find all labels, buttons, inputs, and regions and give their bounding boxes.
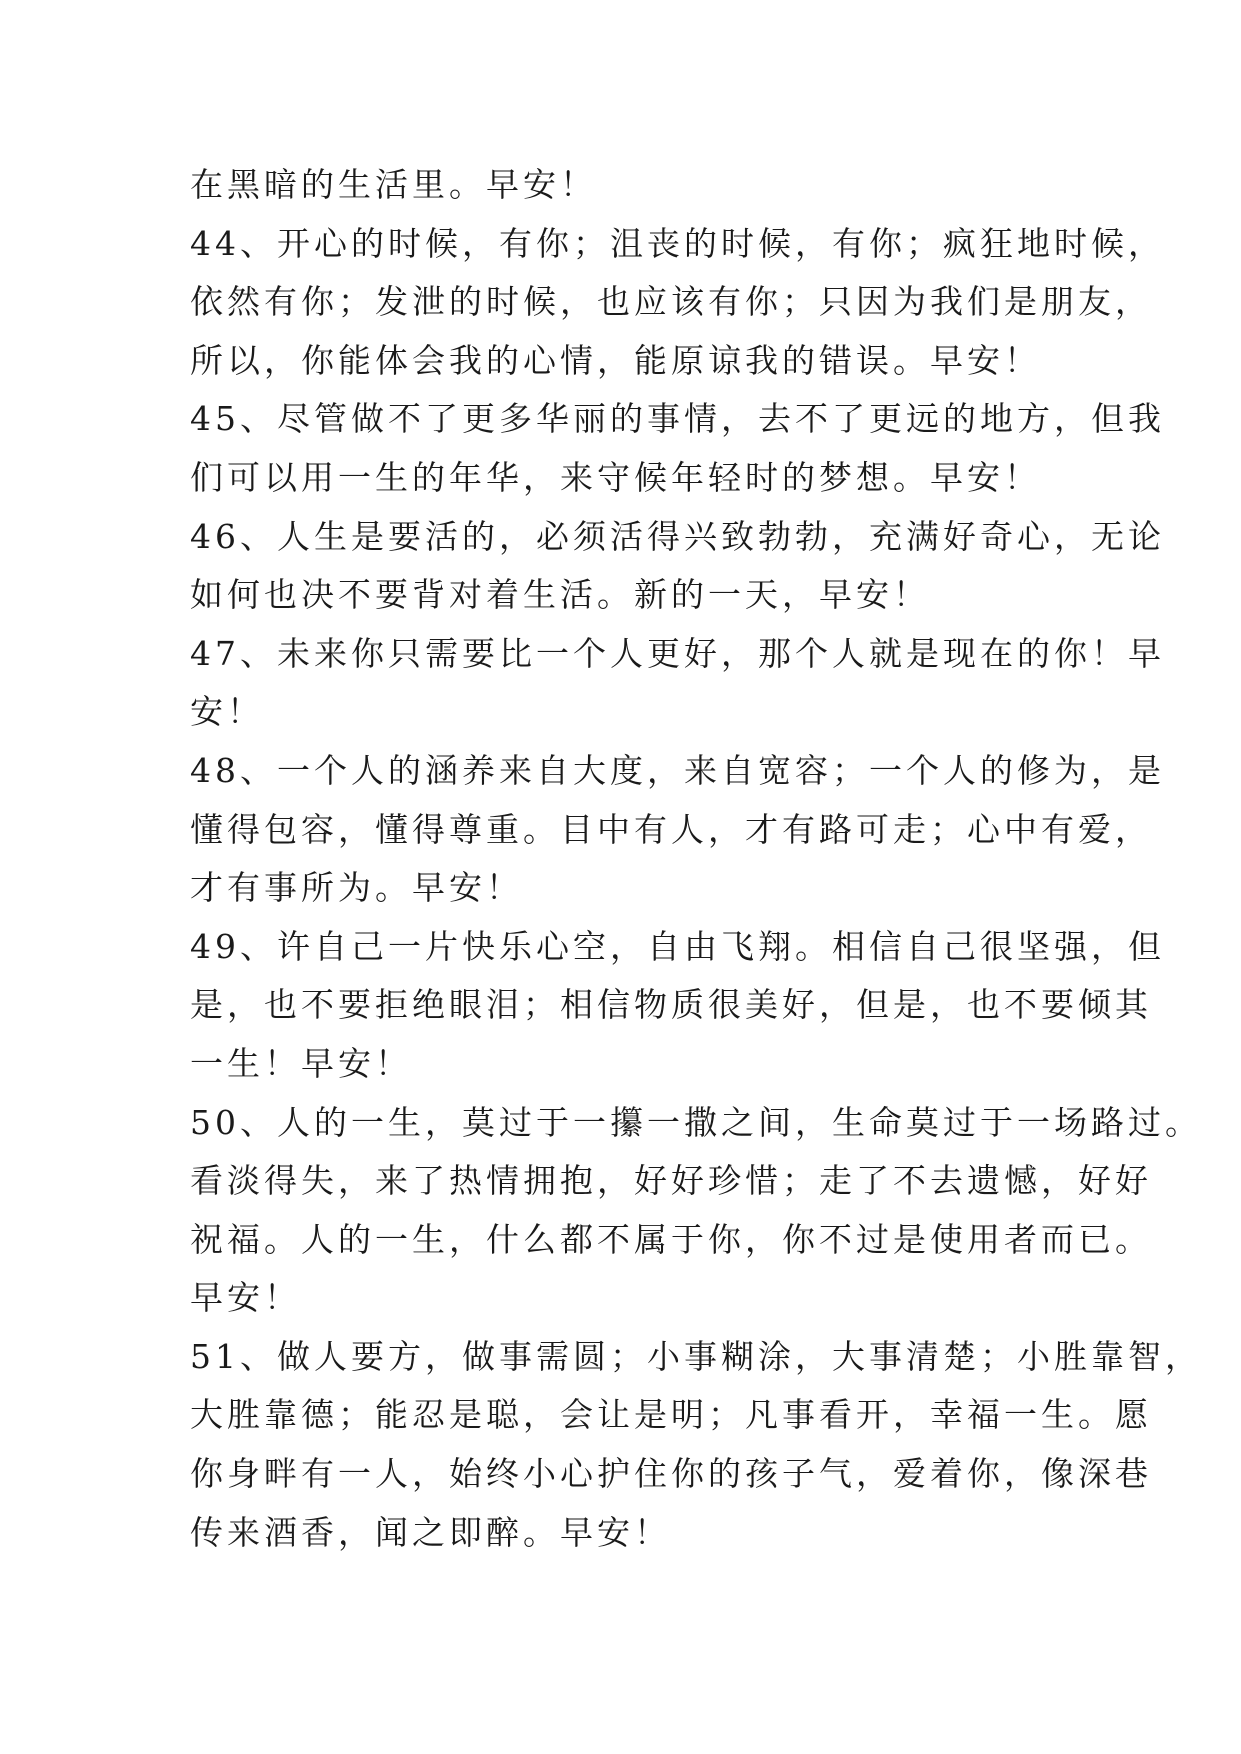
text-line: 如何也决不要背对着生活。新的一天，早安！	[190, 575, 930, 615]
text-line: 一生！早安！	[190, 1043, 412, 1083]
text-line: 你身畔有一人，始终小心护住你的孩子气，爱着你，像深巷	[190, 1454, 1152, 1494]
text-line: 依然有你；发泄的时候，也应该有你；只因为我们是朋友，	[190, 282, 1152, 322]
text-line: 在黑暗的生活里。早安！	[190, 165, 597, 204]
text-line: 49、许自己一片快乐心空，自由飞翔。相信自己很坚强，但	[190, 926, 1165, 966]
text-block	[190, 156, 1202, 1562]
text-line: 安！	[190, 692, 264, 732]
text-line: 早安！	[190, 1278, 301, 1318]
text-line: 才有事所为。早安！	[190, 868, 523, 908]
text-line: 46、人生是要活的，必须活得兴致勃勃，充满好奇心，无论	[190, 516, 1165, 556]
text-line: 看淡得失，来了热情拥抱，好好珍惜；走了不去遗憾，好好	[190, 1161, 1152, 1201]
text-line: 大胜靠德；能忍是聪，会让是明；凡事看开，幸福一生。愿	[190, 1395, 1152, 1435]
text-line: 祝福。人的一生，什么都不属于你，你不过是使用者而已。	[190, 1219, 1152, 1259]
text-line: 懂得包容，懂得尊重。目中有人，才有路可走；心中有爱，	[190, 809, 1152, 849]
text-line: 48、一个人的涵养来自大度，来自宽容；一个人的修为，是	[190, 750, 1165, 790]
text-line: 45、尽管做不了更多华丽的事情，去不了更远的地方，但我	[190, 399, 1165, 439]
text-line: 50、人的一生，莫过于一攥一撒之间，生命莫过于一场路过。	[190, 1102, 1202, 1142]
text-line: 44、开心的时候，有你；沮丧的时候，有你；疯狂地时候，	[190, 223, 1165, 263]
text-line: 们可以用一生的年华，来守候年轻时的梦想。早安！	[190, 457, 1041, 497]
text-line: 51、做人要方，做事需圆；小事糊涂，大事清楚；小胜靠智，	[190, 1336, 1202, 1376]
text-line: 47、未来你只需要比一个人更好，那个人就是现在的你！早	[190, 633, 1165, 673]
text-line: 是，也不要拒绝眼泪；相信物质很美好，但是，也不要倾其	[190, 985, 1152, 1025]
text-line: 传来酒香，闻之即醉。早安！	[190, 1512, 671, 1552]
text-line: 所以，你能体会我的心情，能原谅我的错误。早安！	[190, 340, 1041, 380]
